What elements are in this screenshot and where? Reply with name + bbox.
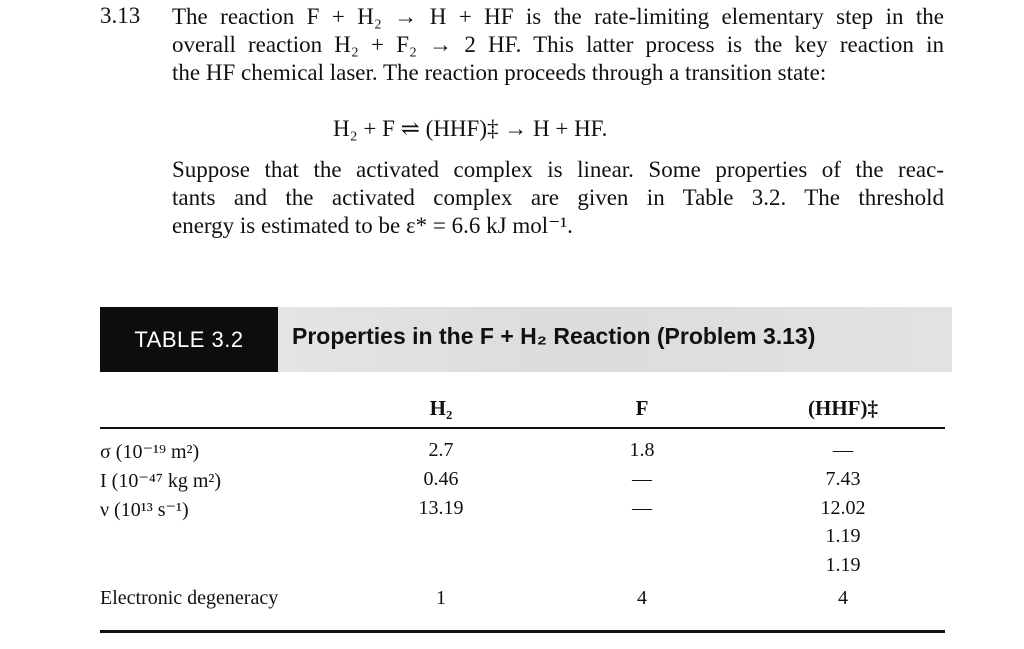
conditions-line-1: Suppose that the activated complex is linear. Some properties of the reac- [172,157,944,182]
row-label-degeneracy: Electronic degeneracy [100,587,279,609]
conditions-line-2: tants and the activated complex are given in Table 3.2. The threshold [172,185,944,210]
row-label-frequency: ν (10¹³ s⁻¹) [100,499,189,521]
problem-conditions [172,156,944,240]
cell-degeneracy-hhf: 4 [838,587,848,609]
table-top-rule [100,427,945,429]
cell-frequency-hhf-2: 1.19 [825,525,861,547]
table-bottom-rule [100,630,945,633]
row-label-sigma: σ (10⁻¹⁹ m²) [100,441,200,463]
problem-statement [172,3,944,87]
cell-sigma-f: 1.8 [629,439,655,461]
conditions-line-3: energy is estimated to be ε* = 6.6 kJ mol⁻¹. [172,213,573,238]
cell-sigma-h2: 2.7 [428,439,454,461]
cell-degeneracy-h2: 1 [436,587,446,609]
cell-inertia-hhf: 7.43 [825,468,861,490]
cell-frequency-hhf: 12.02 [820,497,866,519]
table-label: TABLE 3.2 [100,307,278,372]
statement-line-1: The reaction F + H₂ → H + HF is the rate-limiting elementary step in the [172,4,944,29]
problem-number: 3.13 [100,3,141,28]
column-header-h2: H₂ [429,396,453,420]
column-header-f: F [635,396,649,420]
row-label-inertia: I (10⁻⁴⁷ kg m²) [100,470,222,492]
statement-line-2: overall reaction H₂ + F₂ → 2 HF. This latter process is the key reaction in [172,32,944,57]
cell-sigma-hhf: — [833,439,853,461]
column-header-hhf: (HHF)‡ [808,396,878,420]
cell-frequency-hhf-3: 1.19 [825,554,861,576]
cell-frequency-h2: 13.19 [418,497,464,519]
cell-inertia-h2: 0.46 [423,468,459,490]
table-title: Properties in the F + H₂ Reaction (Problem 3.13) [292,323,816,349]
cell-degeneracy-f: 4 [637,587,647,609]
reaction-equation: H₂ + F ⇌ (HHF)‡ → H + HF. [333,116,608,141]
cell-inertia-f: — [632,468,652,490]
cell-frequency-f: — [632,497,652,519]
statement-line-3: the HF chemical laser. The reaction proceeds through a transition state: [172,60,827,85]
